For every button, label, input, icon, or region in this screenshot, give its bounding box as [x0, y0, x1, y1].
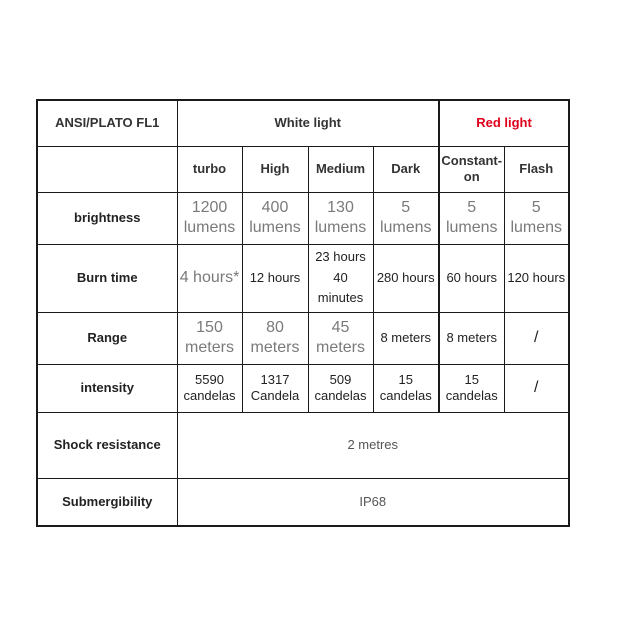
- range-medium: 45 meters: [308, 312, 373, 364]
- range-row: [37, 312, 569, 364]
- submergibility-value: IP68: [177, 478, 569, 526]
- brightness-dark: 5 lumens: [373, 192, 439, 244]
- corner-cell: ANSI/PLATO FL1: [37, 100, 177, 146]
- brightness-high: 400 lumens: [242, 192, 308, 244]
- brightness-turbo: 1200 lumens: [177, 192, 242, 244]
- burn-time-row: [37, 244, 569, 312]
- row-label: Burn time: [37, 244, 177, 312]
- empty-cell: [37, 146, 177, 192]
- row-label: Submergibility: [37, 478, 177, 526]
- range-flash: /: [504, 312, 569, 364]
- range-dark: 8 meters: [373, 312, 439, 364]
- brightness-constant-on: 5 lumens: [439, 192, 504, 244]
- shock-value: 2 metres: [177, 412, 569, 478]
- intensity-constant-on: 15 candelas: [439, 364, 504, 412]
- shock-row: [37, 412, 569, 478]
- brightness-row: [37, 192, 569, 244]
- mode-turbo: turbo: [177, 146, 242, 192]
- intensity-high: 1317 Candela: [242, 364, 308, 412]
- brightness-flash: 5 lumens: [504, 192, 569, 244]
- burn-time-turbo: 4 hours*: [177, 244, 242, 312]
- intensity-turbo: 5590 candelas: [177, 364, 242, 412]
- row-label: brightness: [37, 192, 177, 244]
- intensity-dark: 15 candelas: [373, 364, 439, 412]
- intensity-row: [37, 364, 569, 412]
- burn-time-dark: 280 hours: [373, 244, 439, 312]
- mode-header-row: [37, 146, 569, 192]
- range-turbo: 150 meters: [177, 312, 242, 364]
- burn-time-constant-on: 60 hours: [439, 244, 504, 312]
- burn-time-flash: 120 hours: [504, 244, 569, 312]
- submergibility-row: [37, 478, 569, 526]
- row-label: intensity: [37, 364, 177, 412]
- row-label: Range: [37, 312, 177, 364]
- mode-flash: Flash: [504, 146, 569, 192]
- intensity-medium: 509 candelas: [308, 364, 373, 412]
- spec-table: [36, 99, 570, 527]
- intensity-flash: /: [504, 364, 569, 412]
- white-light-header: White light: [177, 100, 439, 146]
- mode-high: High: [242, 146, 308, 192]
- mode-constant-on: Constant-on: [439, 146, 504, 192]
- brightness-medium: 130 lumens: [308, 192, 373, 244]
- header-group-row: [37, 100, 569, 146]
- burn-time-medium: 23 hours 40 minutes: [308, 244, 373, 312]
- row-label: Shock resistance: [37, 412, 177, 478]
- mode-dark: Dark: [373, 146, 439, 192]
- range-constant-on: 8 meters: [439, 312, 504, 364]
- mode-medium: Medium: [308, 146, 373, 192]
- burn-time-high: 12 hours: [242, 244, 308, 312]
- red-light-header: Red light: [439, 100, 569, 146]
- range-high: 80 meters: [242, 312, 308, 364]
